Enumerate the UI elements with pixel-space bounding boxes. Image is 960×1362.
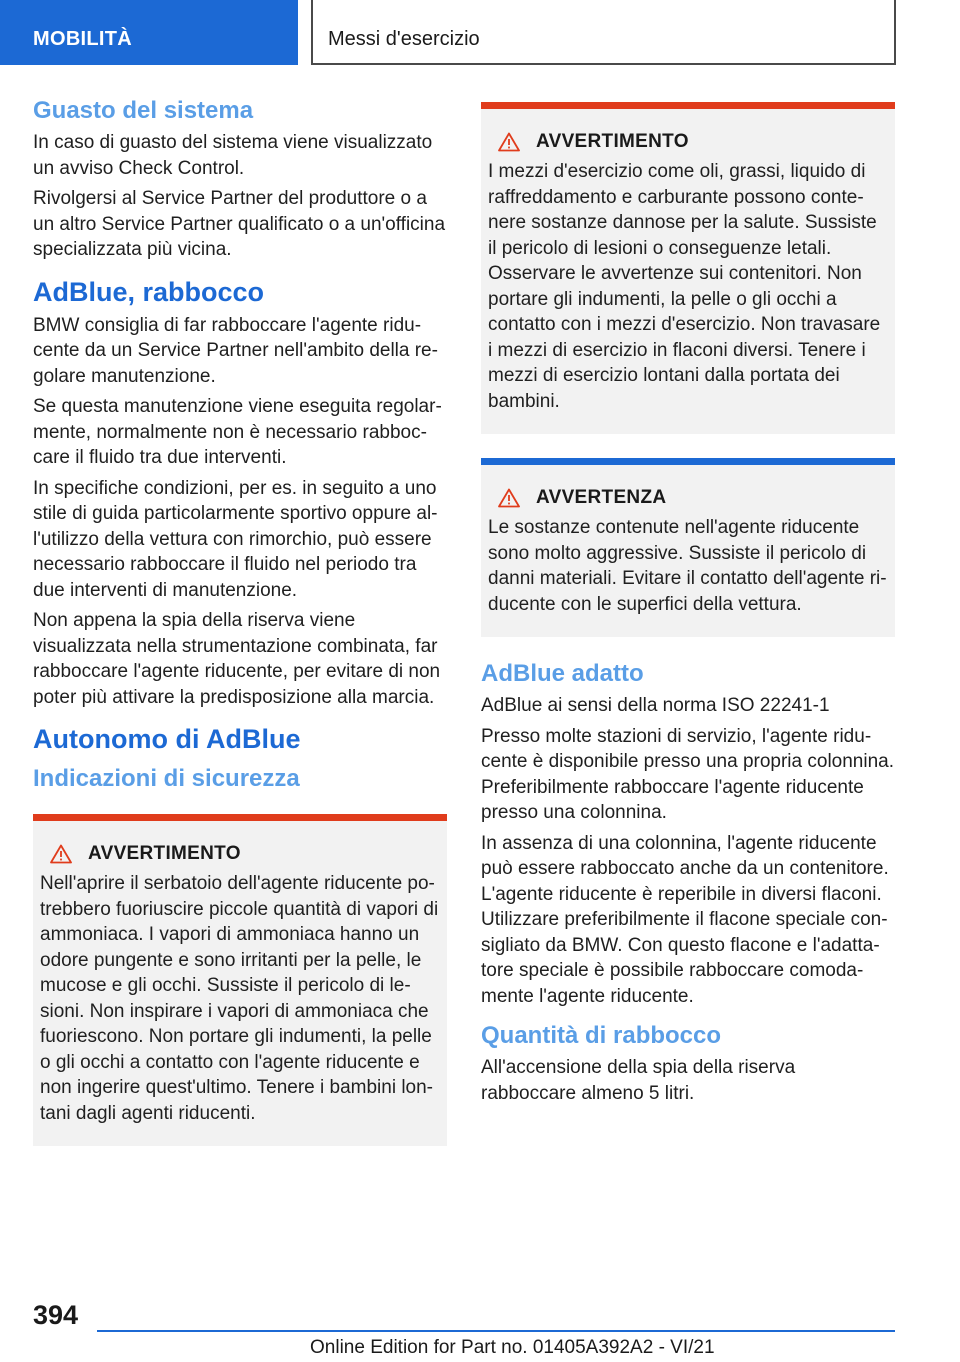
heading-sicurezza: Indicazioni di sicurezza [33, 765, 300, 792]
heading-quantita: Quantità di rabbocco [481, 1022, 722, 1049]
warning-triangle-icon [498, 488, 520, 508]
paragraph: In assenza di una colonnina, l'agente riducente può essere rabboccato anche da un contenitore. L'agente riducente è reperibile in diversi flaconi. Utilizzare preferibilmente il flacone speciale consigliato da BMW. Con questo flacone e l'adattatore speciale è possibile rabboccare comodamente l'agente riducente. [481, 832, 889, 1007]
chapter-title: Messi d'esercizio [328, 28, 480, 50]
paragraph: In specifiche condizioni, per es. in seguito a uno stile di guida particolarmente sportivo oppure all'utilizzo della vettura con rimorchio, può essere necessario rabboccare il fluido nel periodo tra due interventi di manutenzione. [33, 477, 438, 601]
paragraph: In caso di guasto del sistema viene visualizzato un avviso Check Control. [33, 132, 433, 179]
notice-box-title [488, 487, 888, 509]
paragraph: Presso molte stazioni di servizio, l'agente riducente è disponibile presso una propria colonnina. Preferibilmente rabboccare l'agente riducente presso una colonnina. [481, 725, 894, 823]
warning-box-title [40, 843, 440, 865]
warning-triangle-icon [50, 844, 72, 864]
warning-text: Nell'aprire il serbatoio dell'agente riducente potrebbero fuoriuscire piccole quantità di vapori di ammoniaca. I vapori di ammoniaca hanno un odore pungente e sono irritanti per la pelle, le mucose e gli occhi. Sussiste il pericolo di lesioni. Non inspirare i vapori di ammoniaca che fuoriescono. Non portare gli indumenti, la pelle o gli occhi a contatto con l'agente riducente e non ingerire quest'ultimo. Tenere i bambini lontani dagli agenti riducenti. [40, 873, 439, 1124]
footer-divider [97, 1330, 895, 1332]
notice-box [481, 458, 895, 637]
warning-triangle-icon [498, 132, 520, 152]
warning-label: AVVERTIMENTO [536, 131, 689, 152]
page-number: 394 [33, 1300, 79, 1330]
paragraph: Rivolgersi al Service Partner del produttore o a un altro Service Partner qualificato o a un'officina specializzata più vicina. [33, 188, 446, 260]
right-column [481, 102, 895, 1111]
warning-text: I mezzi d'esercizio come oli, grassi, liquido di raffreddamento e carburante possono contenere sostanze dannose per la salute. Sussiste il pericolo di lesioni o conseguenze letali. Osservare le avvertenze sui contenitori. Non portare gli indumenti, la pelle o gli occhi a contatto con i mezzi d'esercizio. Non travasare i mezzi di esercizio in flaconi diversi. Tenere i mezzi di esercizio lontani dalla portata dei bambini. [488, 161, 881, 412]
paragraph: BMW consiglia di far rabboccare l'agente riducente da un Service Partner nell'ambito della regolare manutenzione. [33, 314, 438, 387]
heading-guasto: Guasto del sistema [33, 97, 254, 124]
heading-autonomo: Autonomo di AdBlue [33, 724, 301, 754]
section-title: MOBILITÀ [33, 28, 133, 50]
heading-adatto: AdBlue adatto [481, 660, 644, 687]
heading-rabbocco: AdBlue, rabbocco [33, 276, 265, 307]
notice-text: Le sostanze contenute nell'agente riducente sono molto aggressive. Sussiste il pericolo di danni materiali. Evitare il contatto dell'agente riducente con le superfici della vettura. [488, 517, 887, 615]
warning-box [33, 814, 447, 1146]
paragraph: AdBlue ai sensi della norma ISO 22241-1 [481, 695, 830, 716]
paragraph: All'accensione della spia della riserva rabboccare almeno 5 litri. [481, 1057, 796, 1104]
notice-label: AVVERTENZA [536, 487, 667, 508]
edition-text: Online Edition for Part no. 01405A392A2 - VI/21 [310, 1337, 715, 1358]
chapter-tab [311, 0, 896, 65]
paragraph: Non appena la spia della riserva viene visualizzata nella strumentazione combinata, far rabboccare l'agente riducente, per evitare di non poter più attivare la predisposizione alla marcia. [33, 610, 441, 708]
paragraph: Se questa manutenzione viene eseguita regolarmente, normalmente non è necessario rabboccare il fluido tra due interventi. [33, 396, 442, 468]
warning-label: AVVERTIMENTO [88, 843, 241, 864]
left-column [33, 96, 447, 1146]
section-tab [0, 0, 298, 65]
warning-box [481, 102, 895, 434]
warning-box-title [488, 131, 888, 153]
